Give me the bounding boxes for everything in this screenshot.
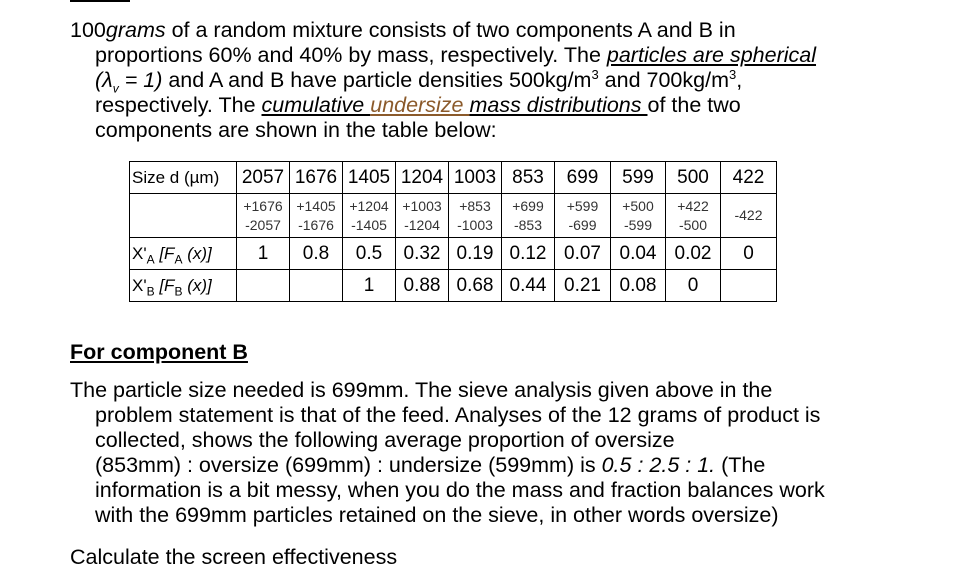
row-a-label (130, 238, 237, 270)
cubed-superscript-2: 3 (728, 66, 737, 82)
line2-text: proportions 60% and 40% by mass, respectively. The (95, 43, 607, 67)
x-arg: (x)] (182, 243, 212, 263)
b-value-cell: 1 (343, 270, 396, 302)
body-line-6: with the 699mm particles retained on the sieve, in other words oversize) (95, 503, 779, 527)
range-cell (449, 194, 502, 238)
mass-value: 100 (70, 18, 106, 42)
b-value-cell: 0.21 (555, 270, 611, 302)
line3-mid-text: and 700kg/m (598, 68, 729, 92)
size-cell: 1204 (396, 162, 449, 194)
body-line-4 (70, 453, 930, 478)
range-bottom: -1405 (351, 216, 387, 233)
b-value-cell: 0 (666, 270, 721, 302)
range-cell-last: -422 (721, 194, 777, 238)
body-line-5: information is a bit messy, when you do the mass and fraction balances work (95, 478, 825, 502)
a-sub-2: A (174, 251, 183, 266)
lambda-subscript: v (112, 81, 119, 96)
range-bottom: -699 (568, 216, 597, 233)
range-top: +500 (622, 197, 654, 214)
undersize-link[interactable]: undersize (370, 93, 470, 117)
range-top: +599 (566, 197, 599, 214)
range-cell (290, 194, 343, 238)
range-bottom: -2057 (245, 216, 281, 233)
l4-b: : oversize (699mm) (186, 453, 377, 477)
a-value-cell: 0.04 (611, 238, 666, 270)
mass-unit: grams (105, 18, 166, 42)
cumulative-link[interactable]: cumulative (261, 93, 371, 117)
body-line-2: problem statement is that of the feed. Analyses of the 12 grams of product is (95, 403, 821, 427)
lambda-symbol: (λ (95, 68, 113, 92)
b-value-cell: 0.08 (611, 270, 666, 302)
cubed-superscript: 3 (591, 66, 599, 82)
a-value-cell: 0.12 (502, 238, 555, 270)
problem-line-2 (70, 43, 930, 68)
line3-end: , (736, 68, 743, 92)
lambda-value: = 1) (118, 68, 163, 92)
component-b-text (70, 378, 930, 528)
line4-text: respectively. The (95, 93, 262, 117)
problem-line-3 (70, 66, 930, 96)
table-row-ranges (130, 194, 777, 238)
a-value-cell: 0.07 (555, 238, 611, 270)
size-distribution-table (129, 161, 777, 302)
range-bottom: -853 (513, 216, 543, 233)
problem-statement (70, 18, 930, 143)
b-value-cell (237, 270, 290, 302)
mass-distributions-link[interactable]: mass distributions (469, 93, 648, 117)
size-cell: 1405 (343, 162, 396, 194)
f-symbol: [F (154, 275, 175, 295)
line1-text: of a random mixture consists of two components A and B in (165, 18, 736, 42)
problem-line-5: components are shown in the table below: (95, 118, 497, 142)
ratio: 0.5 : 2.5 : 1. (601, 453, 716, 477)
row-b-label (130, 270, 237, 302)
range-top: +1676 (243, 197, 283, 214)
range-top: +422 (677, 197, 709, 214)
b-value-cell: 0.88 (396, 270, 449, 302)
b-value-cell (290, 270, 343, 302)
spherical-link[interactable]: particles are spherical (606, 43, 817, 67)
a-value-cell: 0.19 (449, 238, 502, 270)
b-value-cell: 0.44 (502, 270, 555, 302)
size-cell: 2057 (237, 162, 290, 194)
x-prime: X' (132, 243, 147, 263)
size-cell: 599 (611, 162, 666, 194)
table-row-component-a (130, 238, 777, 270)
range-bottom: -500 (678, 216, 708, 233)
range-bottom: -1676 (298, 216, 334, 233)
a-value-cell: 0.32 (396, 238, 449, 270)
l4-c: : undersize (599mm) is (376, 453, 602, 477)
a-value-cell: 0.8 (290, 238, 343, 270)
size-cell: 1676 (290, 162, 343, 194)
range-top: +853 (459, 197, 491, 214)
table-row-sizes (130, 162, 777, 194)
range-top: +1003 (402, 197, 442, 214)
final-question: Calculate the screen effectiveness (70, 545, 398, 569)
body-line-3: collected, shows the following average proportion of oversize (95, 428, 675, 452)
a-value-cell: 0 (721, 238, 777, 270)
range-bottom: -599 (623, 216, 653, 233)
range-cell (555, 194, 611, 238)
problem-line-1 (70, 18, 930, 43)
range-cell (502, 194, 555, 238)
cropped-heading-underline (70, 0, 130, 2)
range-cell (666, 194, 721, 238)
f-symbol: [F (154, 243, 175, 263)
size-cell: 500 (666, 162, 721, 194)
range-cell (611, 194, 666, 238)
line3-text: and A and B have particle densities 500kg/m (162, 68, 592, 92)
body-line-1: The particle size needed is 699mm. The sieve analysis given above in the (70, 378, 773, 402)
b-value-cell (721, 270, 777, 302)
l4-d: (The (715, 453, 766, 477)
range-bottom: -1003 (457, 216, 493, 233)
table-row-component-b (130, 270, 777, 302)
range-top: +699 (512, 197, 544, 214)
range-bottom: -1204 (404, 216, 440, 233)
range-top: +1204 (349, 197, 389, 214)
size-cell: 1003 (449, 162, 502, 194)
range-cell (396, 194, 449, 238)
section-title: For component B (70, 340, 248, 364)
a-value-cell: 1 (237, 238, 290, 270)
line4-rest: of the two (647, 93, 741, 117)
size-cell: 422 (721, 162, 777, 194)
size-cell: 699 (555, 162, 611, 194)
x-prime: X' (132, 275, 147, 295)
a-value-cell: 0.5 (343, 238, 396, 270)
size-cell: 853 (502, 162, 555, 194)
range-top: +1405 (296, 197, 336, 214)
size-header-cell: Size d (µm) (130, 162, 237, 194)
problem-line-4 (70, 93, 930, 118)
empty-cell (130, 194, 237, 238)
b-sub: B (146, 283, 155, 298)
range-cell (343, 194, 396, 238)
b-value-cell: 0.68 (449, 270, 502, 302)
x-arg: (x)] (182, 275, 212, 295)
a-value-cell: 0.02 (666, 238, 721, 270)
l4-a: (853mm) (95, 453, 187, 477)
range-cell (237, 194, 290, 238)
b-sub-2: B (174, 283, 183, 298)
a-sub: A (146, 251, 155, 266)
